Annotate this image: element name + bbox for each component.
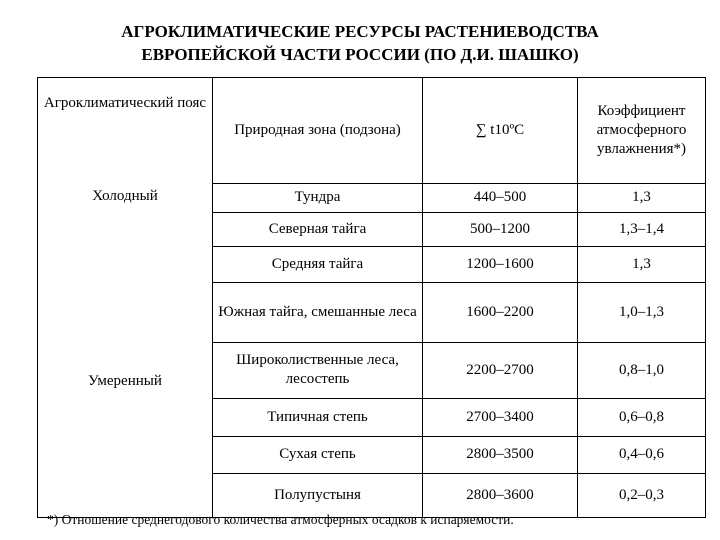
title-line-1: АГРОКЛИМАТИЧЕСКИЕ РЕСУРСЫ РАСТЕНИЕВОДСТВА (121, 22, 599, 41)
table-row (38, 183, 706, 212)
coef-cell: 0,8–1,0 (578, 342, 706, 398)
temp-sum-cell: 2800–3600 (423, 473, 578, 517)
header-temp-sum: ∑ t10ºC (423, 78, 578, 184)
coef-cell: 1,0–1,3 (578, 282, 706, 342)
coef-cell: 1,3 (578, 246, 706, 282)
header-belt: Агроклиматический пояс (38, 78, 213, 184)
belt-temperate: Умеренный (38, 246, 213, 517)
temp-sum-cell: 2800–3500 (423, 436, 578, 473)
zone-cell: Сухая степь (213, 436, 423, 473)
temp-sum-cell: 440–500 (423, 183, 578, 212)
table-row (38, 246, 706, 282)
temp-sum-cell: 1600–2200 (423, 282, 578, 342)
coef-cell: 1,3 (578, 183, 706, 212)
belt-cold-label: Холодный (92, 188, 158, 204)
coef-cell: 1,3–1,4 (578, 212, 706, 246)
coef-cell: 0,6–0,8 (578, 398, 706, 436)
agroclimatic-table (37, 77, 706, 518)
zone-cell: Средняя тайга (213, 246, 423, 282)
temp-sum-cell: 2700–3400 (423, 398, 578, 436)
zone-cell: Широколиственные леса, лесостепь (213, 342, 423, 398)
zone-cell: Типичная степь (213, 398, 423, 436)
footnote: *) Отношение среднегодового количества атмосферных осадков к испаряемости. (47, 512, 514, 527)
zone-cell: Северная тайга (213, 212, 423, 246)
coef-cell: 0,4–0,6 (578, 436, 706, 473)
header-coef: Коэффициент атмосферного увлажнения*) (578, 78, 706, 184)
title-line-2: ЕВРОПЕЙСКОЙ ЧАСТИ РОССИИ (ПО Д.И. ШАШКО) (141, 45, 579, 64)
temp-sum-cell: 2200–2700 (423, 342, 578, 398)
belt-cold (38, 183, 213, 246)
temp-sum-cell: 500–1200 (423, 212, 578, 246)
zone-cell: Тундра (213, 183, 423, 212)
zone-cell: Южная тайга, смешанные леса (213, 282, 423, 342)
coef-cell: 0,2–0,3 (578, 473, 706, 517)
header-row (38, 78, 706, 184)
header-zone: Природная зона (подзона) (213, 78, 423, 184)
page-title (0, 20, 720, 66)
temp-sum-cell: 1200–1600 (423, 246, 578, 282)
zone-cell: Полупустыня (213, 473, 423, 517)
